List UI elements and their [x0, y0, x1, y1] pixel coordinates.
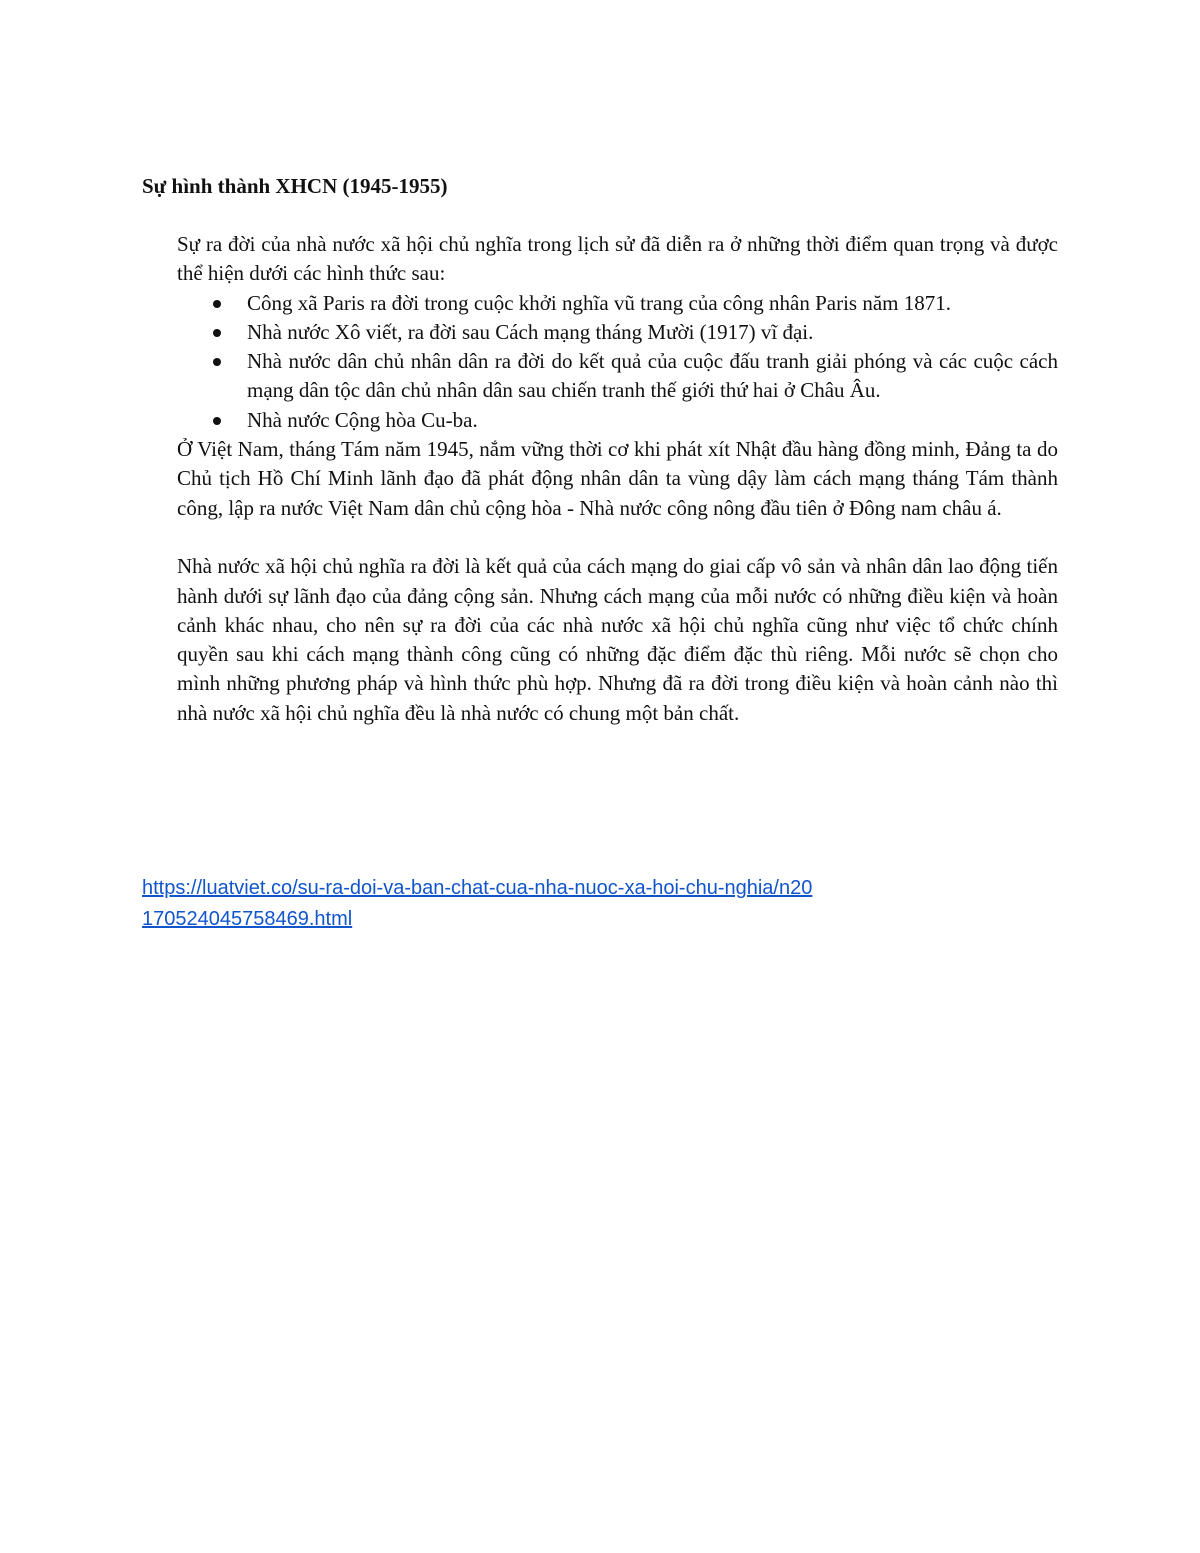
state-forms-list	[177, 289, 1058, 435]
source-link[interactable]: https://luatviet.co/su-ra-doi-va-ban-chat-cua-nha-nuoc-xa-hoi-chu-nghia/n20170524045758469.html	[142, 877, 813, 930]
document-title: Sự hình thành XHCN (1945-1955)	[142, 174, 448, 198]
list-item	[177, 406, 1058, 435]
paragraph-spacer	[177, 523, 1058, 552]
nature-paragraph: Nhà nước xã hội chủ nghĩa ra đời là kết quả của cách mạng do giai cấp vô sản và nhân dân lao động tiến hành dưới sự lãnh đạo của đảng cộng sản. Nhưng cách mạng của mỗi nước có những điều kiện và hoàn cảnh khác nhau, cho nên sự ra đời của các nhà nước xã hội chủ nghĩa cũng như việc tổ chức chính quyền sau khi cách mạng thành công cũng có những đặc điểm đặc thù riêng. Mỗi nước sẽ chọn cho mình những phương pháp và hình thức phù hợp. Nhưng đã ra đời trong điều kiện và hoàn cảnh nào thì nhà nước xã hội chủ nghĩa đều là nhà nước có chung một bản chất.	[177, 554, 1058, 725]
bullet-icon	[213, 358, 221, 366]
document-body	[177, 230, 1058, 728]
list-item	[177, 318, 1058, 347]
list-item-text: Công xã Paris ra đời trong cuộc khởi nghĩa vũ trang của công nhân Paris năm 1871.	[247, 290, 951, 315]
list-item	[177, 347, 1058, 406]
intro-paragraph: Sự ra đời của nhà nước xã hội chủ nghĩa trong lịch sử đã diễn ra ở những thời điểm quan trọng và được thể hiện dưới các hình thức sau:	[177, 232, 1058, 286]
list-item	[177, 289, 1058, 318]
list-item-text: Nhà nước Xô viết, ra đời sau Cách mạng tháng Mười (1917) vĩ đại.	[247, 319, 814, 344]
list-item-text: Nhà nước dân chủ nhân dân ra đời do kết quả của cuộc đấu tranh giải phóng và các cuộc cách mạng dân tộc dân chủ nhân dân sau chiến tranh thế giới thứ hai ở Châu Âu.	[247, 349, 1058, 403]
bullet-icon	[213, 417, 221, 425]
bullet-icon	[213, 300, 221, 308]
source-citation	[142, 873, 822, 935]
vietnam-paragraph: Ở Việt Nam, tháng Tám năm 1945, nắm vững thời cơ khi phát xít Nhật đầu hàng đồng minh, Đảng ta do Chủ tịch Hồ Chí Minh lãnh đạo đã phát động nhân dân ta vùng dậy làm cách mạng tháng Tám thành công, lập ra nước Việt Nam dân chủ cộng hòa - Nhà nước công nông đầu tiên ở Đông nam châu á.	[177, 437, 1058, 520]
list-item-text: Nhà nước Cộng hòa Cu-ba.	[247, 407, 478, 432]
bullet-icon	[213, 329, 221, 337]
